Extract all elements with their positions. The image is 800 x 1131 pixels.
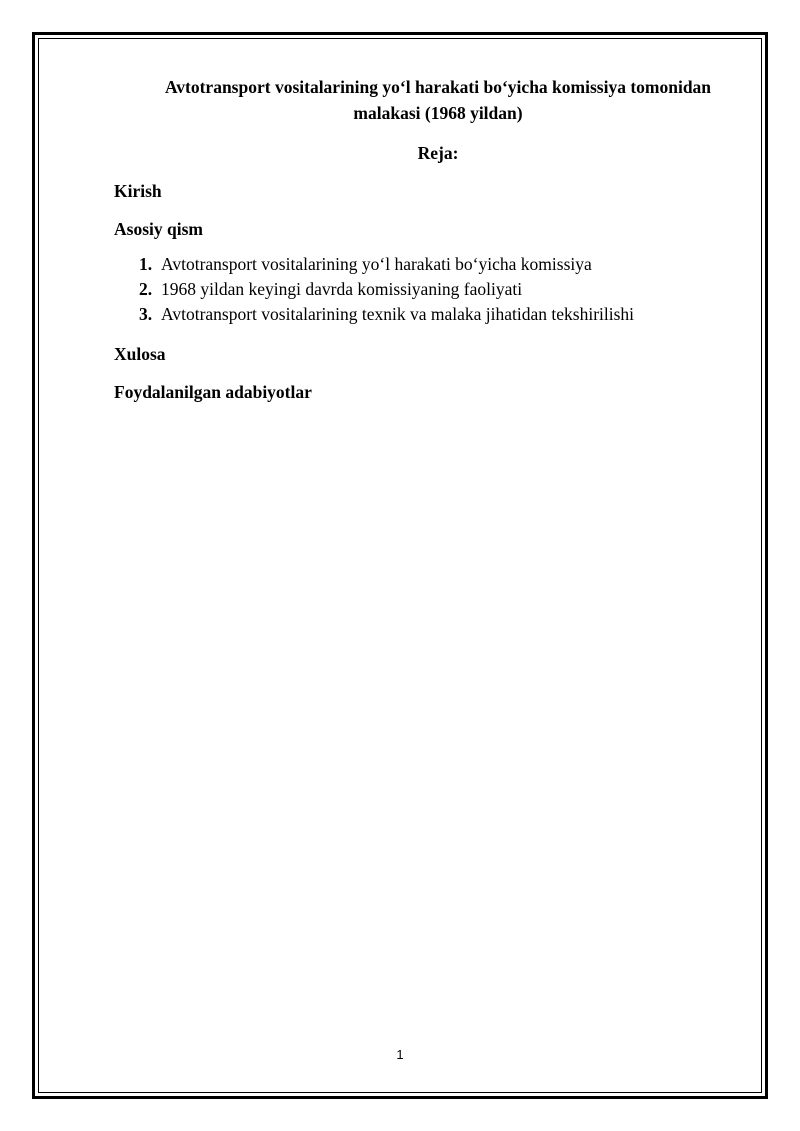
plan-item-number: 1. (139, 254, 153, 274)
plan-item (139, 252, 744, 277)
plan-item-text: 1968 yildan keyingi davrda komissiyaning faoliyati (161, 279, 523, 299)
section-references: Foydalanilgan adabiyotlar (114, 382, 312, 402)
plan-item-text: Avtotransport vositalarining texnik va malaka jihatidan tekshirilishi (161, 304, 635, 324)
section-conclusion: Xulosa (114, 344, 166, 364)
section-intro: Kirish (114, 181, 162, 201)
document-title: Avtotransport vositalarining yo‘l harakati bo‘yicha komissiya tomonidan malakasi (1968 yildan) (164, 77, 712, 123)
page-number: 1 (396, 1047, 404, 1062)
plan-item-number: 2. (139, 279, 153, 299)
plan-item (139, 277, 744, 302)
plan-item-number: 3. (139, 304, 153, 324)
plan-heading: Reja: (417, 143, 459, 163)
plan-item-text: Avtotransport vositalarining yo‘l harakati bo‘yicha komissiya (161, 254, 592, 274)
section-main: Asosiy qism (114, 219, 203, 239)
plan-list (114, 252, 744, 327)
document-body (114, 74, 744, 405)
plan-item (139, 302, 744, 327)
